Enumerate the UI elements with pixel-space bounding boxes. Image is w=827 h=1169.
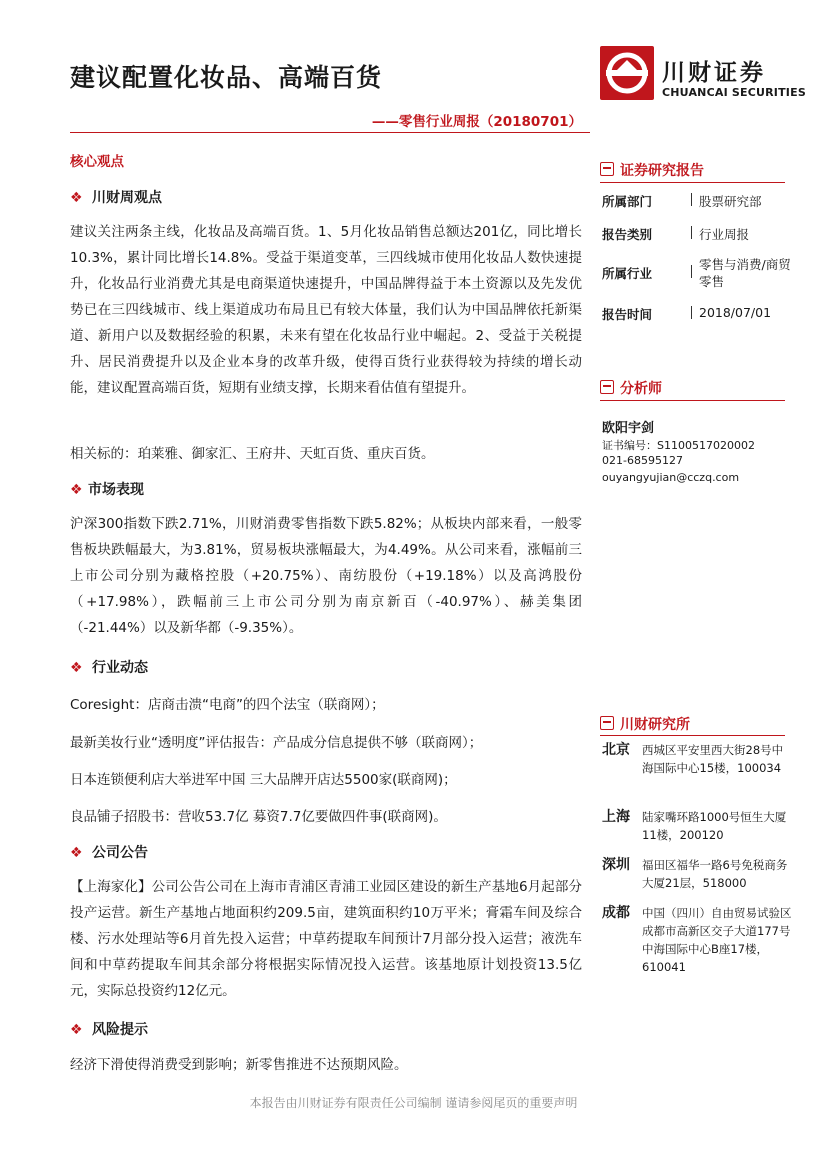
section-marker-icon	[600, 162, 614, 176]
section-heading-announcement: ❖ 公司公告	[70, 845, 148, 861]
office-city: 深圳	[602, 857, 630, 873]
industry-news-item: 日本连锁便利店大举进军中国 三大品牌开店达5500家(联商网)；	[70, 772, 457, 788]
diamond-bullet-icon: ❖	[70, 190, 83, 206]
logo-name-en: CHUANCAI SECURITIES	[662, 86, 806, 99]
section-heading-weekly-view: ❖ 川财周观点	[70, 190, 162, 206]
footer-disclaimer: 本报告由川财证券有限责任公司编制 谨请参阅尾页的重要声明	[249, 1096, 578, 1110]
analyst-phone: 021-68595127	[602, 454, 683, 467]
core-viewpoint-label: 核心观点	[70, 154, 124, 170]
info-value-date: 2018/07/01	[699, 305, 772, 320]
office-city: 上海	[602, 809, 630, 825]
office-address: 福田区福华一路6号免税商务大厦21层，518000	[642, 858, 788, 890]
info-separator	[691, 306, 692, 319]
info-separator	[691, 193, 692, 206]
diamond-bullet-icon: ❖	[70, 1022, 83, 1038]
sidebar-divider	[600, 400, 785, 401]
info-label-date: 报告时间	[602, 307, 653, 322]
analyst-heading: 分析师	[600, 378, 662, 398]
info-value-industry: 零售与消费/商贸零售	[699, 257, 791, 289]
announcement-paragraph: 【上海家化】公司公告公司在上海市青浦区青浦工业园区建设的新生产基地6月起部分投产运营。新生产基地占地面积约209.5亩，建筑面积约10万平米；膏霜车间及综合楼、污水处理站等6月首先投入运营；中草药提取车间预计7月部分投入运营；液洗车间和中草药提取车间其余部分将根据实际情况投入运营。该基地原计划投资13.5亿元，实际总投资约12亿元。	[70, 879, 582, 999]
header-divider	[70, 132, 590, 133]
info-value-department: 股票研究部	[699, 194, 762, 209]
logo-name-cn: 川财证券	[662, 60, 766, 86]
info-separator	[691, 226, 692, 239]
sidebar-divider	[600, 735, 785, 736]
risk-paragraph: 经济下滑使得消费受到影响；新零售推进不达预期风险。	[70, 1057, 408, 1073]
industry-news-item: 良品铺子招股书：营收53.7亿 募资7.7亿要做四件事(联商网)。	[70, 809, 447, 825]
section-heading-industry: ❖ 行业动态	[70, 660, 148, 676]
page-subtitle: ——零售行业周报（20180701）	[371, 114, 582, 130]
industry-news-item: Coresight：店商击溃“电商”的四个法宝（联商网）；	[70, 697, 385, 713]
info-label-department: 所属部门	[602, 194, 653, 209]
office-address: 中国（四川）自由贸易试验区成都市高新区交子大道177号中海国际中心B座17楼，610041	[642, 906, 792, 974]
analyst-email[interactable]: ouyangyujian@cczq.com	[602, 471, 740, 484]
info-separator	[691, 265, 692, 278]
office-address: 西城区平安里西大街28号中海国际中心15楼，100034	[642, 743, 784, 775]
analyst-name: 欧阳宇剑	[602, 421, 655, 436]
sidebar-divider	[600, 182, 785, 183]
related-stocks: 相关标的：珀莱雅、御家汇、王府井、天虹百货、重庆百货。	[70, 446, 435, 462]
company-logo-icon	[600, 46, 654, 100]
diamond-bullet-icon: ❖	[70, 845, 83, 861]
info-label-industry: 所属行业	[602, 266, 653, 281]
market-paragraph: 沪深300指数下跌2.71%，川财消费零售指数下跌5.82%；从板块内部来看，一般零售板块跌幅最大，为3.81%，贸易板块涨幅最大，为4.49%。从公司来看，涨幅前三上市公司分别为藏格控股（+20.75%）、南纺股份（+19.18%）以及高鸿股份（+17.98%），跌幅前三上市公司分别为南京新百（-40.97%）、赫美集团（-21.44%）以及新华都（-9.35%）。	[70, 516, 582, 636]
weekly-view-paragraph: 建议关注两条主线，化妆品及高端百货。1、5月化妆品销售总额达201亿，同比增长10.3%，累计同比增长14.8%。受益于渠道变革，三四线城市使用化妆品人数快速提升，化妆品行业消费尤其是电商渠道快速提升，中国品牌得益于本土资源以及先发优势已在三四线城市、线上渠道成功布局且已有较大体量，我们认为中国品牌依托新渠道、新用户以及数据经验的积累，未来有望在化妆品行业中崛起。2、受益于关税提升、居民消费提升以及企业本身的改革升级，使得百货行业获得较为持续的增长动能，建议配置高端百货，短期有业绩支撑，长期来看估值有望提升。	[70, 224, 582, 396]
section-marker-icon	[600, 716, 614, 730]
analyst-cert: 证书编号：S1100517020002	[602, 439, 755, 452]
diamond-bullet-icon: ❖	[70, 660, 83, 676]
industry-news-item: 最新美妆行业“透明度”评估报告：产品成分信息提供不够（联商网）；	[70, 735, 483, 751]
section-marker-icon	[600, 380, 614, 394]
section-heading-risk: ❖ 风险提示	[70, 1022, 148, 1038]
page-title: 建议配置化妆品、高端百货	[70, 63, 383, 92]
office-city: 北京	[602, 742, 630, 758]
office-address: 陆家嘴环路1000号恒生大厦11楼，200120	[642, 810, 787, 842]
diamond-bullet-icon: ❖	[70, 482, 83, 498]
info-label-category: 报告类别	[602, 227, 653, 242]
institute-heading: 川财研究所	[600, 714, 690, 734]
section-heading-market: ❖ 市场表现	[70, 482, 144, 498]
office-city: 成都	[602, 905, 630, 921]
report-info-heading: 证券研究报告	[600, 160, 704, 180]
info-value-category: 行业周报	[699, 227, 750, 242]
